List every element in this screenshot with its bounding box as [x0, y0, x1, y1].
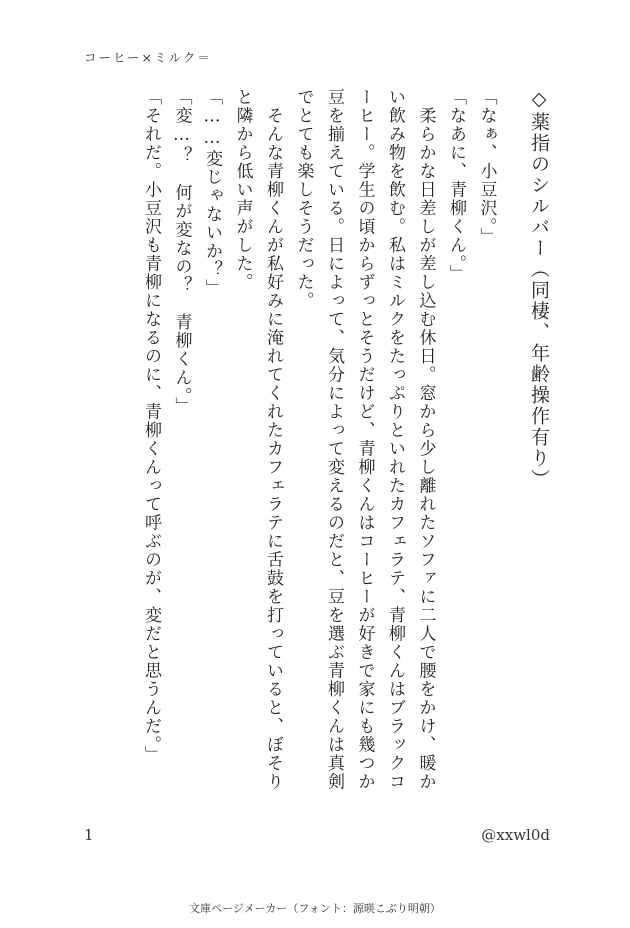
chapter-title: ◇薬指のシルバー（同棲、年齢操作有り）: [528, 88, 550, 490]
dialogue-line: 「変…？ 何が変なの？ 青柳くん。」: [171, 88, 192, 416]
author-handle: @xxwl0d: [481, 826, 550, 844]
generator-credit: 文庫ページメーカー（フォント：源暎こぶり明朝）: [189, 902, 441, 915]
dialogue-line: 「なぁ、小豆沢。」: [476, 88, 497, 246]
dialogue-line: 「それだ。小豆沢も青柳になるのに、青柳くんって呼ぶのが、変だと思うんだ。」: [141, 88, 161, 764]
dialogue-line: 「……変じゃないか？」: [202, 88, 222, 298]
narrative-paragraph: 柔らかな日差しが差し込む休日。窓から少し離れたソファに二人で腰をかけ、暖かい飲み物を飲む。私はミルクをたっぷりといれたカフェラテ、青柳くんはブラックコーヒー。学生の頃からずっとそうだけど、青柳くんはコーヒーが好きで家にも幾つか豆を揃えている。日によって、気分によって変えるのだと、豆を選ぶ青柳くんは真剣でとても楽しそうだった。: [293, 88, 436, 791]
narrative-paragraph: そんな青柳くんが私好みに淹れてくれたカフェラテに舌鼓を打っていると、ぼそりと隣から低い声がした。: [232, 88, 283, 791]
dialogue-line: 「なあに、青柳くん。」: [446, 88, 466, 283]
vertical-text-body: [74, 88, 554, 808]
running-header: コーヒー×ミルク＝: [84, 50, 212, 65]
page-number: 1: [84, 826, 94, 844]
